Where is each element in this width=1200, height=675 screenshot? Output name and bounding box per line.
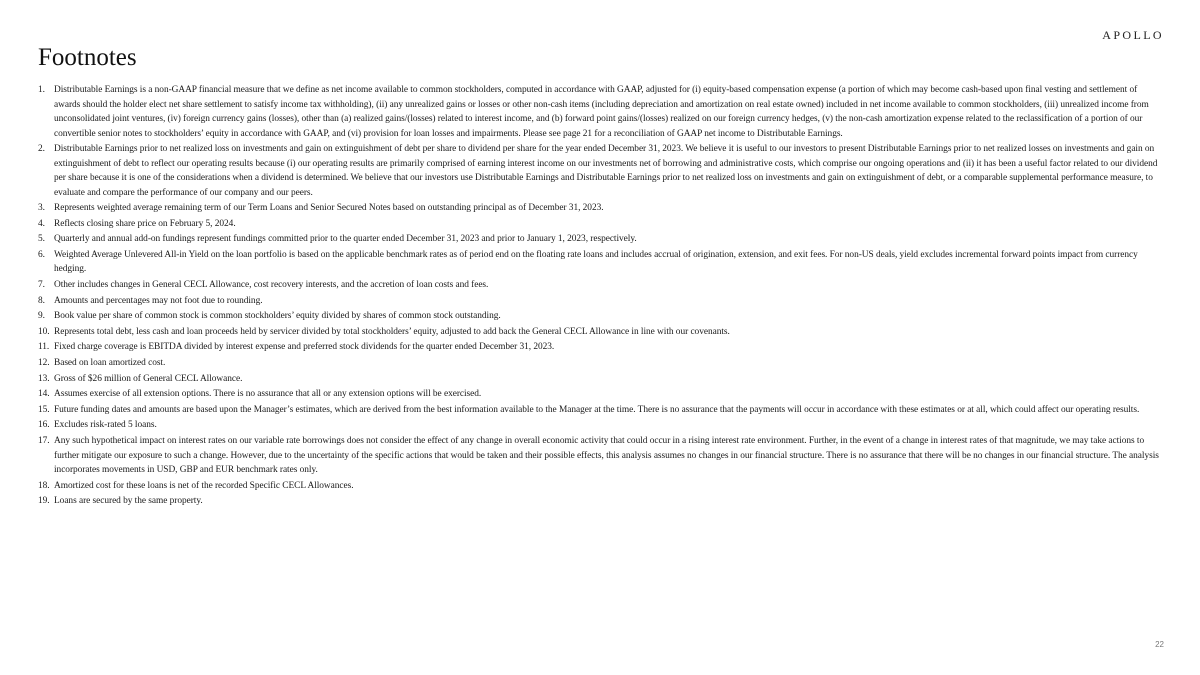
- footnote-number: 14.: [38, 389, 50, 400]
- footnote-text: Amounts and percentages may not foot due to rounding.: [54, 295, 263, 306]
- footnote-16: [38, 418, 1160, 433]
- footnote-text: Based on loan amortized cost.: [54, 358, 166, 369]
- footnote-10: [38, 325, 1160, 340]
- footnote-text: Gross of $26 million of General CECL Allowance.: [54, 373, 243, 384]
- footnote-number: 5.: [38, 234, 45, 245]
- footnote-number: 6.: [38, 249, 45, 260]
- footnote-number: 10.: [38, 326, 50, 337]
- footnote-number: 18.: [38, 480, 50, 491]
- footnote-number: 1.: [38, 85, 45, 95]
- footnote-number: 8.: [38, 295, 45, 306]
- footnote-18: [38, 479, 1160, 494]
- footnote-number: 16.: [38, 420, 50, 431]
- footnote-2: [38, 142, 1160, 200]
- footnotes-list: [38, 83, 1160, 510]
- footnote-number: 12.: [38, 358, 50, 369]
- footnote-7: [38, 278, 1160, 293]
- footnote-number: 4.: [38, 218, 45, 229]
- footnote-6: [38, 248, 1160, 277]
- footnote-13: [38, 372, 1160, 387]
- footnote-number: 17.: [38, 436, 50, 446]
- footnote-19: [38, 494, 1160, 509]
- footnote-4: [38, 217, 1160, 232]
- footnote-text: Loans are secured by the same property.: [54, 496, 203, 507]
- footnote-number: 7.: [38, 280, 45, 291]
- footnote-text: Amortized cost for these loans is net of the recorded Specific CECL Allowances.: [54, 480, 354, 491]
- footnote-text: Fixed charge coverage is EBITDA divided by interest expense and preferred stock dividends for the quarter ended December 31, 2023.: [54, 342, 555, 353]
- footnote-text: Distributable Earnings is a non-GAAP financial measure that we define as net income available to common stockholders, computed in accordance with GAAP, adjusted for (i) equity-based compensation expense (a portion of which may become cash-based upon final vesting and settlement of awards should the holder elect net share settlement to satisfy income tax withholding), (ii) any unrealized gains or losses or other non-cash items (including depreciation and amortization on real estate owned) included in net income available to common stockholders, (iii) unrealized income from unconsolidated joint ventures, (iv) foreign currency gains (losses), other than (a) realized gains/(losses) related to interest income, and (b) forward point gains/(losses) realized on our foreign currency hedges, (v) the non-cash amortization expense related to the reclassification of a portion of our convertible senior notes to stockholders’ equity in accordance with GAAP, and (vi) provision for loan losses and impairments. Please see page 21 for a reconciliation of GAAP net income to Distributable Earnings.: [54, 85, 1149, 139]
- footnote-number: 3.: [38, 203, 45, 214]
- footnote-11: [38, 340, 1160, 355]
- footnote-number: 13.: [38, 373, 50, 384]
- footnote-text: Book value per share of common stock is common stockholders’ equity divided by shares of common stock outstanding.: [54, 311, 501, 322]
- footnote-number: 11.: [38, 342, 50, 353]
- footnote-number: 2.: [38, 144, 45, 155]
- footnote-text: Reflects closing share price on February 5, 2024.: [54, 218, 236, 229]
- page-title: Footnotes: [38, 44, 137, 71]
- footnote-text: Other includes changes in General CECL Allowance, cost recovery interests, and the accretion of loan costs and fees.: [54, 280, 489, 291]
- footnote-text: Excludes risk-rated 5 loans.: [54, 420, 157, 431]
- footnote-9: [38, 309, 1160, 324]
- footnote-1: [38, 83, 1160, 141]
- footnote-14: [38, 387, 1160, 402]
- footnote-text: Assumes exercise of all extension options. There is no assurance that all or any extension options will be exercised.: [54, 389, 482, 400]
- footnote-5: [38, 232, 1160, 247]
- footnote-text: Any such hypothetical impact on interest rates on our variable rate borrowings does not consider the effect of any change in overall economic activity that could occur in a rising interest rate environment. Further, in the event of a change in interest rates of that magnitude, we may take actions to further mitigate our exposure to such a change. However, due to the uncertainty of the specific actions that would be taken and their possible effects, this analysis assumes no changes in our financial structure. There is no assurance that there will be no changes in our financial structure. The analysis incorporates movements in USD, GBP and EUR benchmark rates only.: [54, 436, 1159, 475]
- footnote-text: Represents total debt, less cash and loan proceeds held by servicer divided by total stockholders’ equity, adjusted to add back the General CECL Allowance in line with our covenants.: [54, 326, 730, 337]
- footnote-text: Future funding dates and amounts are based upon the Manager’s estimates, which are derived from the best information available to the Manager at the time. There is no assurance that the payments will occur in accordance with these estimates or at all, which could affect our operating results.: [54, 404, 1140, 415]
- footnote-text: Distributable Earnings prior to net realized loss on investments and gain on extinguishment of debt per share to dividend per share for the year ended December 31, 2023. We believe it is useful to our investors to present Distributable Earnings prior to net realized losses on investments and gain on extinguishment of debt to reflect our operating results because (i) our operating results are primarily comprised of earning interest income on our investments net of borrowing and administrative costs, which comprise our ongoing operations and (ii) it has been a useful factor related to our dividend per share because it is one of the considerations when a dividend is determined. We believe that our investors use Distributable Earnings and Distributable Earnings prior to net realized loss on investments and gain on extinguishment of debt, or a comparable supplemental performance measure, to evaluate and compare the performance of our company and our peers.: [54, 144, 1158, 198]
- footnote-17: [38, 434, 1160, 478]
- footnote-text: Weighted Average Unlevered All-in Yield on the loan portfolio is based on the applicable benchmark rates as of period end on the floating rate loans and includes accrual of origination, extension, and exit fees. For non-US deals, yield excludes incremental forward points impact from currency hedging.: [54, 249, 1138, 275]
- footnote-number: 15.: [38, 404, 50, 415]
- footnote-number: 19.: [38, 496, 50, 507]
- footnote-text: Quarterly and annual add-on fundings represent fundings committed prior to the quarter ended December 31, 2023 and prior to January 1, 2023, respectively.: [54, 234, 637, 245]
- footnote-15: [38, 403, 1160, 418]
- footnote-12: [38, 356, 1160, 371]
- footnote-3: [38, 201, 1160, 216]
- footnote-text: Represents weighted average remaining term of our Term Loans and Senior Secured Notes based on outstanding principal as of December 31, 2023.: [54, 203, 604, 214]
- footnote-8: [38, 294, 1160, 309]
- footnote-number: 9.: [38, 311, 45, 322]
- apollo-logo: APOLLO: [1102, 28, 1164, 42]
- page-number: 22: [1155, 640, 1164, 649]
